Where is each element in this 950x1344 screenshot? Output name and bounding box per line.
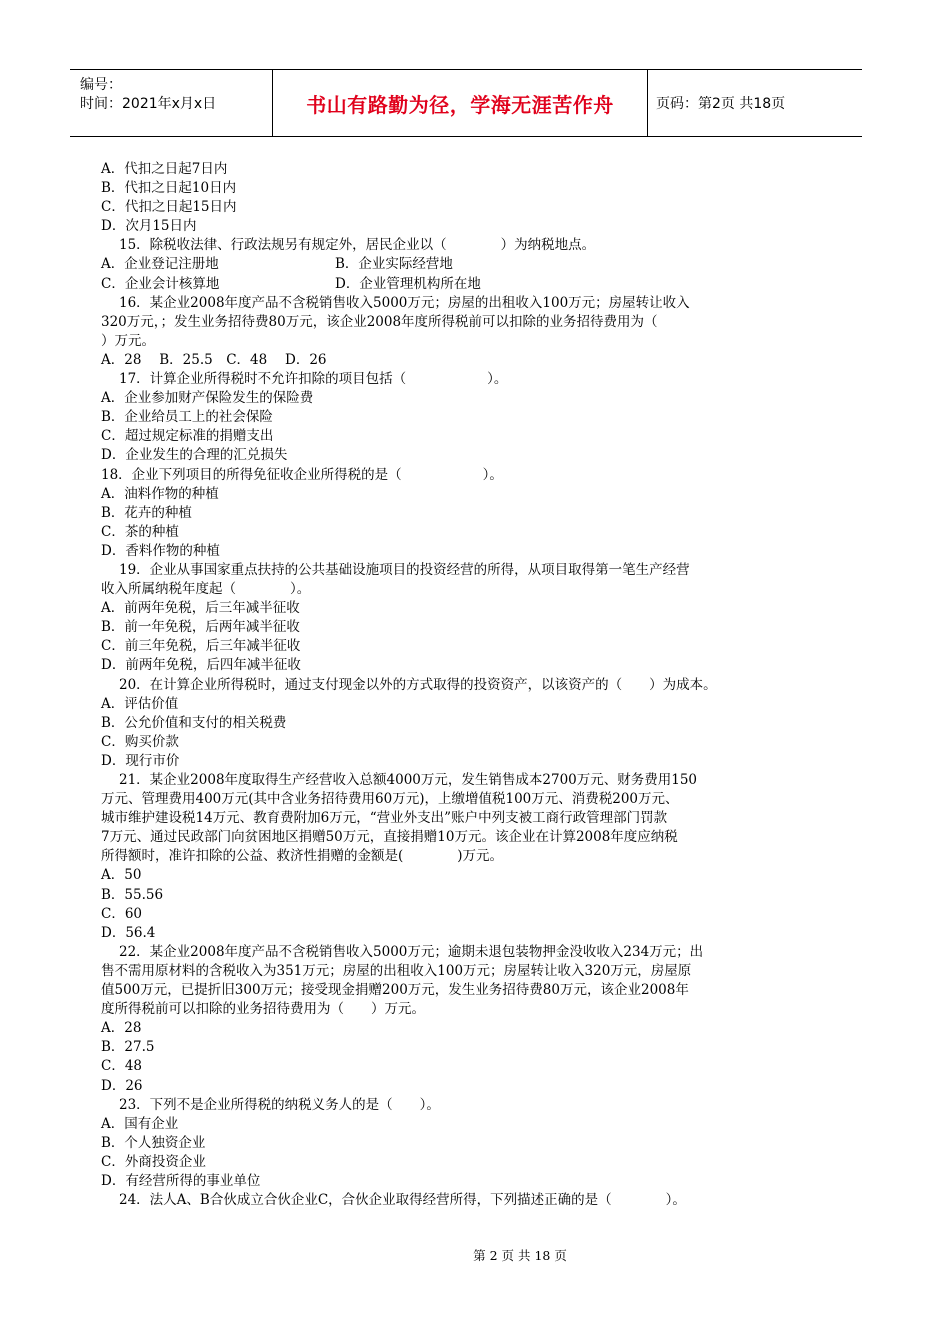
page-footer [0, 1246, 950, 1264]
text-line: 收入所属纳税年度起（ ）。 [101, 581, 311, 598]
text-line: A．企业参加财产保险发生的保险费 [101, 390, 314, 407]
text-line: 售不需用原材料的含税收入为351万元；房屋的出租收入100万元；房屋转让收入320万元，房屋原 [101, 962, 692, 979]
text-line: A．28 B．25.5 C．48 D．26 [101, 351, 327, 368]
text-line: B．花卉的种植 [101, 504, 192, 521]
page-header [70, 69, 862, 137]
header-motto: 书山有路勤为径，学海无涯苦作舟 [306, 92, 614, 117]
document-time-label: 时间：2021年x月x日 [80, 96, 217, 112]
text-line: B．55.56 [101, 886, 164, 903]
text-line: 15．除税收法律、行政法规另有规定外，居民企业以（ ）为纳税地点。 [119, 237, 596, 254]
text-line: 所得额时，准许扣除的公益、救济性捐赠的金额是( )万元。 [101, 848, 504, 865]
text-line: 17．计算企业所得税时不允许扣除的项目包括（ ）。 [119, 371, 508, 388]
text-line: 16．某企业2008年度产品不含税销售收入5000万元；房屋的出租收入100万元；房屋转让收入 [119, 294, 690, 311]
text-line: A．28 [101, 1020, 142, 1037]
text-line: A．代扣之日起7日内 [101, 161, 228, 177]
text-line: D．前两年免税，后四年减半征收 [101, 657, 301, 674]
document-number-label: 编号： [80, 77, 122, 93]
footer-page-number: 第 2 页 共 18 页 [473, 1248, 567, 1263]
text-line: 度所得税前可以扣除的业务招待费用为（ ）万元。 [101, 1001, 425, 1018]
text-line: C．购买价款 [101, 733, 179, 750]
text-line: ）万元。 [101, 332, 155, 349]
text-line: A．前两年免税，后三年减半征收 [101, 600, 300, 617]
text-line: C．超过规定标准的捐赠支出 [101, 428, 274, 445]
text-line: D．次月15日内 [101, 218, 197, 235]
text-line: A．50 [101, 867, 142, 884]
text-line: 城市维护建设税14万元、教育费附加6万元，“营业外支出”账户中列支被工商行政管理部门罚款 [101, 810, 668, 827]
text-line: B．前一年免税，后两年减半征收 [101, 619, 300, 636]
text-line: 21．某企业2008年度取得生产经营收入总额4000万元，发生销售成本2700万元、财务费用150 [119, 772, 698, 788]
text-line: 万元、管理费用400万元(其中含业务招待费用60万元)，上缴增值税100万元、消费税200万元、 [101, 791, 679, 808]
text-line: B．个人独资企业 [101, 1134, 206, 1151]
option-text: A．企业登记注册地 [101, 256, 219, 273]
text-line: D．56.4 [101, 924, 156, 941]
text-line: B．代扣之日起10日内 [101, 180, 237, 197]
text-line [101, 275, 829, 294]
text-line: 19．企业从事国家重点扶持的公共基础设施项目的投资经营的所得，从项目取得第一笔生产经营 [119, 561, 690, 578]
text-line: 18．企业下列项目的所得免征收企业所得税的是（ ）。 [101, 466, 503, 483]
text-line: 320万元，；发生业务招待费80万元，该企业2008年度所得税前可以扣除的业务招待费用为（ [101, 313, 658, 330]
text-line: D．香料作物的种植 [101, 542, 220, 559]
text-line: A．油料作物的种植 [101, 485, 219, 502]
option-text: C．企业会计核算地 [101, 275, 220, 292]
header-page-cell [648, 70, 862, 136]
text-line: 24．法人A、B合伙成立合伙企业C，合伙企业取得经营所得，下列描述正确的是（ ）。 [119, 1192, 686, 1209]
option-text: B．企业实际经营地 [335, 256, 453, 273]
header-page-number: 页码：第2页 共18页 [656, 96, 786, 112]
text-line: D．有经营所得的事业单位 [101, 1172, 261, 1189]
text-line: B．企业给员工上的社会保险 [101, 409, 273, 426]
text-line: 22．某企业2008年度产品不含税销售收入5000万元；逾期未退包装物押金没收收入234万元；出 [119, 943, 704, 960]
header-left-cell [70, 70, 273, 136]
option-text: D．企业管理机构所在地 [335, 275, 481, 292]
text-line: 20．在计算企业所得税时，通过支付现金以外的方式取得的投资资产，以该资产的（ ）为成本。 [119, 676, 717, 693]
text-line: C．60 [101, 905, 143, 922]
question-content [101, 160, 829, 1210]
text-line: D．企业发生的合理的汇兑损失 [101, 447, 288, 464]
text-line: A．国有企业 [101, 1115, 179, 1132]
text-line: 7万元、通过民政部门向贫困地区捐赠50万元，直接捐赠10万元。该企业在计算2008年度应纳税 [101, 829, 678, 846]
text-line: D．现行市价 [101, 752, 180, 769]
text-line: C．茶的种植 [101, 523, 179, 540]
text-line: C．48 [101, 1058, 143, 1075]
text-line: C．前三年免税，后三年减半征收 [101, 638, 301, 655]
text-line [101, 255, 829, 274]
text-line: 23．下列不是企业所得税的纳税义务人的是（ ）。 [119, 1096, 440, 1113]
text-line: B．27.5 [101, 1039, 155, 1056]
text-line: 值500万元，已提折旧300万元；接受现金捐赠200万元，发生业务招待费80万元，该企业2008年 [101, 982, 689, 999]
text-line: A．评估价值 [101, 695, 179, 712]
text-line: D．26 [101, 1077, 143, 1094]
text-line: B．公允价值和支付的相关税费 [101, 714, 287, 731]
header-motto-cell [273, 70, 648, 136]
text-line: C．代扣之日起15日内 [101, 199, 237, 216]
text-line: C．外商投资企业 [101, 1153, 206, 1170]
